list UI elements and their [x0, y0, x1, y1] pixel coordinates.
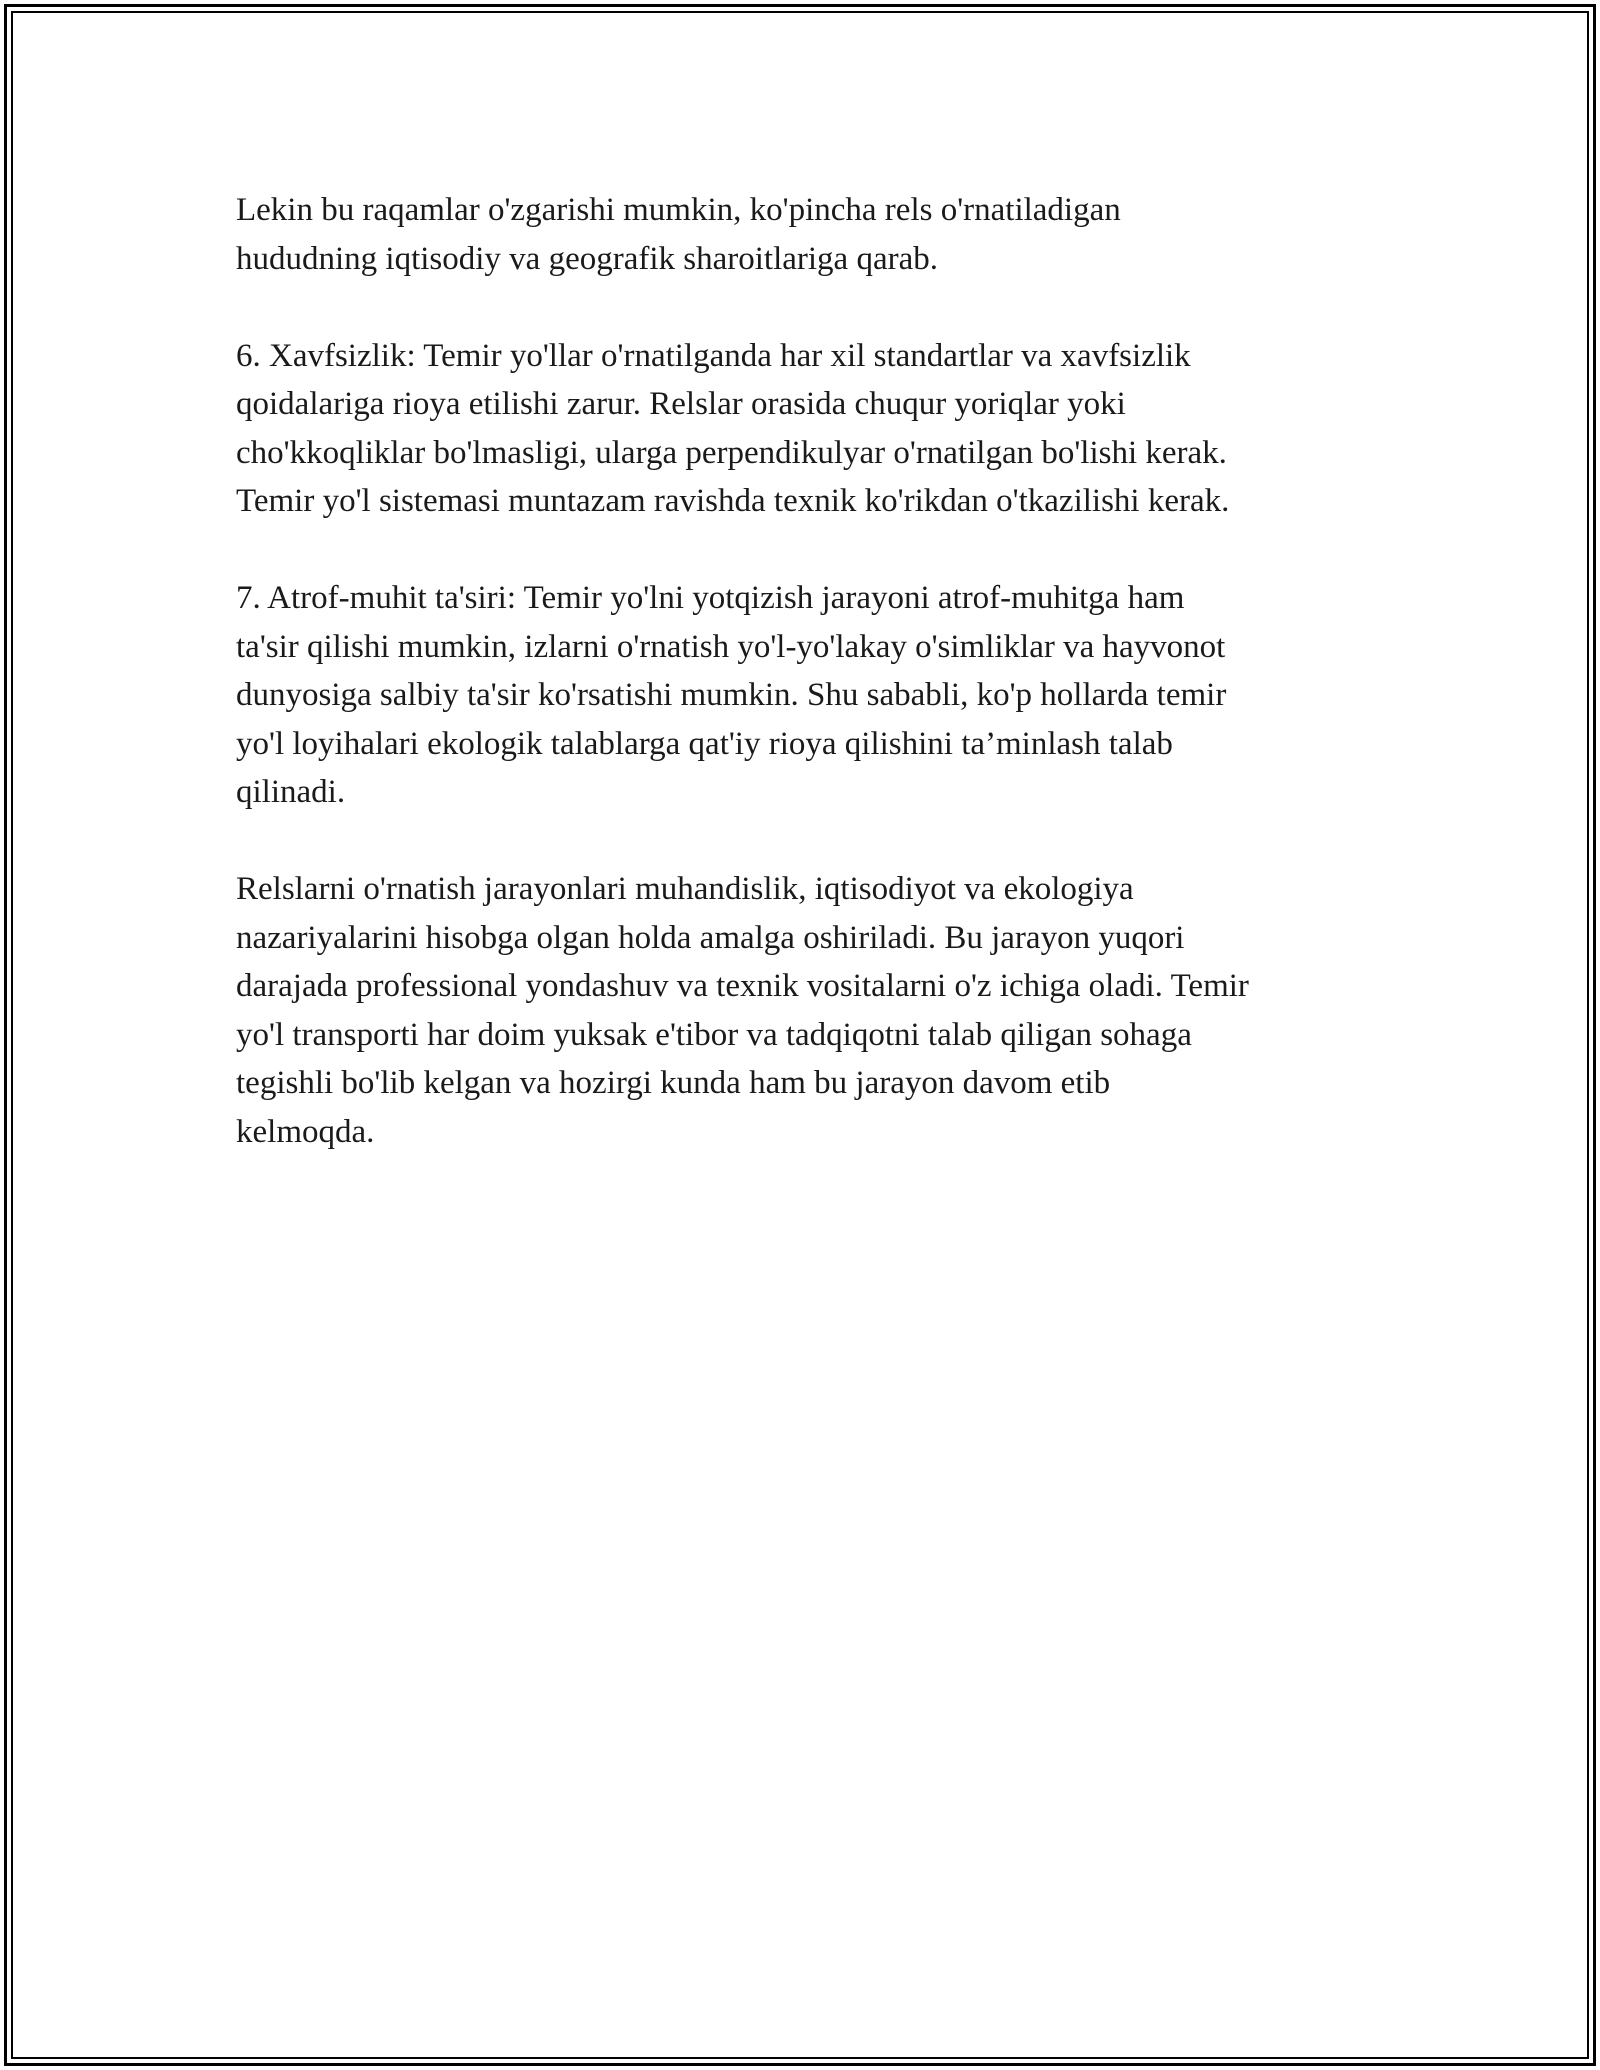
text-line: tegishli bo'lib kelgan va hozirgi kunda ham bu jarayon davom etib	[236, 1065, 1111, 1101]
text-line: yo'l transporti har doim yuksak e'tibor va tadqiqotni talab qiligan sohaga	[236, 1016, 1192, 1053]
text-line: dunyosiga salbiy ta'sir ko'rsatishi mumkin. Shu sababli, ko'p hollarda temir	[236, 677, 1227, 713]
text-line: hududning iqtisodiy va geografik sharoitlariga qarab.	[236, 240, 938, 277]
paragraph-safety	[236, 332, 1376, 526]
text-line: yo'l loyihalari ekologik talablarga qat'iy rioya qilishini ta’minlash talab	[236, 725, 1173, 762]
document-body	[236, 186, 1376, 1205]
paragraph-conclusion	[236, 865, 1376, 1156]
text-line: Relslarni o'rnatish jarayonlari muhandislik, iqtisodiyot va ekologiya	[236, 871, 1134, 907]
text-line: cho'kkoqliklar bo'lmasligi, ularga perpendikulyar o'rnatilgan bo'lishi kerak.	[236, 434, 1227, 471]
text-line: ta'sir qilishi mumkin, izlarni o'rnatish yo'l-yo'lakay o'simliklar va hayvonot	[236, 628, 1226, 665]
text-line: nazariyalarini hisobga olgan holda amalga oshiriladi. Bu jarayon yuqori	[236, 919, 1185, 956]
text-line: qoidalariga rioya etilishi zarur. Relslar orasida chuqur yoriqlar yoki	[236, 386, 1126, 422]
text-line: Lekin bu raqamlar o'zgarishi mumkin, ko'pincha rels o'rnatiladigan	[236, 192, 1121, 228]
text-line: 7. Atrof-muhit ta'siri: Temir yo'lni yotqizish jarayoni atrof-muhitga ham	[236, 580, 1185, 616]
text-line: 6. Xavfsizlik: Temir yo'llar o'rnatilganda har xil standartlar va xavfsizlik	[236, 337, 1191, 374]
paragraph-environment	[236, 574, 1376, 817]
text-line: qilinadi.	[236, 774, 346, 810]
text-line: darajada professional yondashuv va texnik vositalarni o'z ichiga oladi. Temir	[236, 968, 1249, 1004]
text-line: kelmoqda.	[236, 1113, 375, 1150]
paragraph-price-note	[236, 186, 1376, 283]
text-line: Temir yo'l sistemasi muntazam ravishda texnik ko'rikdan o'tkazilishi kerak.	[236, 483, 1230, 519]
